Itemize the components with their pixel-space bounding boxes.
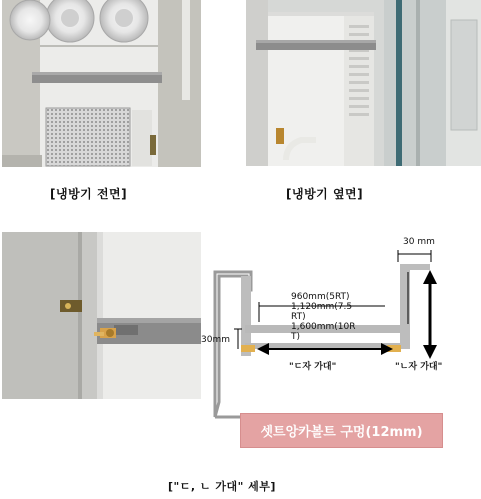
ac-front-photo [2,0,201,167]
width-spec-line: RT) [291,312,306,322]
front-photo-caption: [냉방기 전면] [50,187,128,201]
width-spec-block [291,292,356,342]
detail-caption: ["ㄷ, ㄴ 가대" 세부] [168,480,276,493]
top-30mm-label: 30 mm [403,237,435,247]
left-30mm-label: 30mm [201,335,230,345]
bracket-detail-photo [2,232,201,399]
width-spec-line: T) [291,332,301,342]
c-frame-label: "ㄷ자 가대" [289,362,337,372]
l-frame-label: "ㄴ자 가대" [395,362,443,372]
ac-side-photo [246,0,481,166]
side-photo-caption: [냉방기 옆면] [286,187,364,201]
bolt-hole-label: 셋트앙카볼트 구멍(12mm) [240,413,443,448]
width-spec-line: 1,600mm(10R [291,322,356,332]
width-spec-line: 1,120mm(7.5 [291,302,353,312]
frame-schematic [201,232,481,432]
width-spec-line: 960mm(5RT) [291,292,350,302]
